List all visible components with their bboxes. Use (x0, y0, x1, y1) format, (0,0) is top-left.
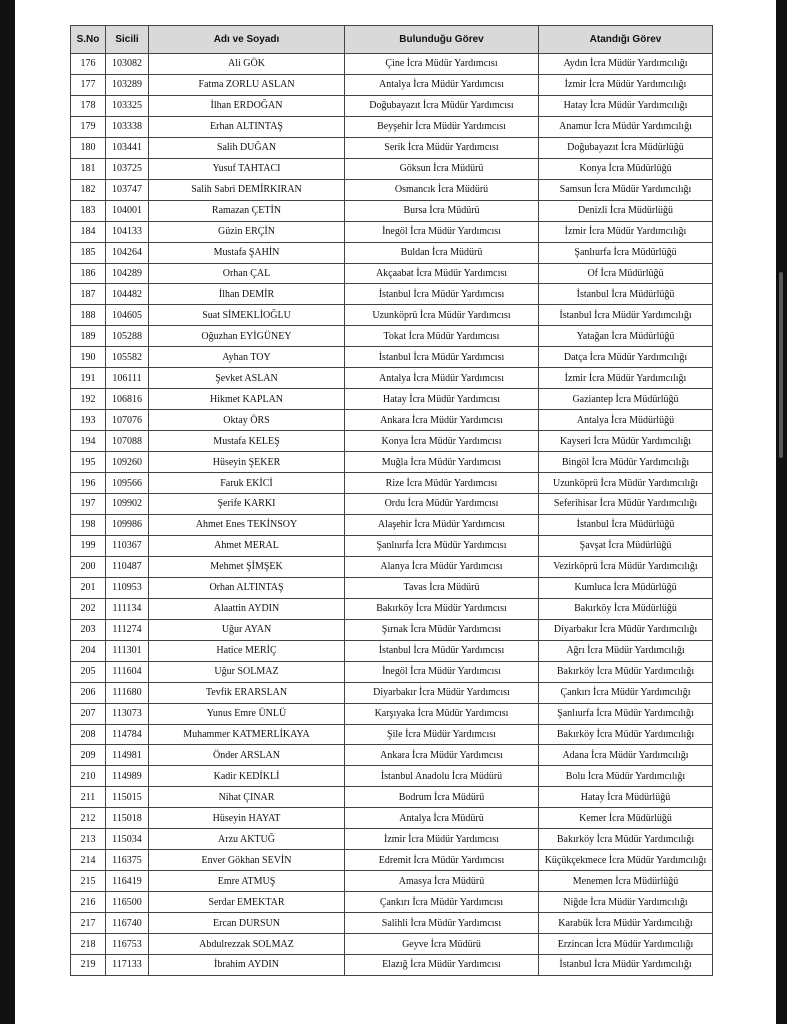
cell-name: İlhan ERDOĞAN (149, 95, 345, 116)
cell-name: Yusuf TAHTACI (149, 158, 345, 179)
cell-sicil: 104605 (106, 305, 149, 326)
cell-name: İlhan DEMİR (149, 284, 345, 305)
cell-current-position: Alanya İcra Müdür Yardımcısı (345, 556, 539, 577)
cell-sno: 209 (71, 745, 106, 766)
cell-assigned-position: Adana İcra Müdür Yardımcılığı (539, 745, 713, 766)
cell-name: Ahmet MERAL (149, 535, 345, 556)
cell-assigned-position: Samsun İcra Müdür Yardımcılığı (539, 179, 713, 200)
cell-sicil: 114989 (106, 766, 149, 787)
cell-sno: 201 (71, 577, 106, 598)
cell-sicil: 105288 (106, 326, 149, 347)
cell-current-position: Uzunköprü İcra Müdür Yardımcısı (345, 305, 539, 326)
header-sicil: Sicili (106, 26, 149, 54)
cell-current-position: Konya İcra Müdür Yardımcısı (345, 431, 539, 452)
table-row (71, 473, 713, 494)
cell-sno: 216 (71, 892, 106, 913)
cell-sicil: 109902 (106, 494, 149, 515)
cell-name: Hüseyin ŞEKER (149, 452, 345, 473)
cell-current-position: Çankırı İcra Müdür Yardımcısı (345, 892, 539, 913)
header-assigned-position: Atandığı Görev (539, 26, 713, 54)
cell-current-position: Antalya İcra Müdür Yardımcısı (345, 74, 539, 95)
cell-assigned-position: İzmir İcra Müdür Yardımcılığı (539, 74, 713, 95)
cell-current-position: Hatay İcra Müdür Yardımcısı (345, 389, 539, 410)
table-row (71, 305, 713, 326)
cell-sno: 218 (71, 934, 106, 955)
cell-sno: 204 (71, 640, 106, 661)
cell-sno: 207 (71, 703, 106, 724)
cell-current-position: İstanbul İcra Müdür Yardımcısı (345, 347, 539, 368)
table-row (71, 368, 713, 389)
cell-assigned-position: Bingöl İcra Müdür Yardımcılığı (539, 452, 713, 473)
cell-current-position: Doğubayazıt İcra Müdür Yardımcısı (345, 95, 539, 116)
cell-sicil: 115015 (106, 787, 149, 808)
cell-current-position: Salihli İcra Müdür Yardımcısı (345, 913, 539, 934)
cell-assigned-position: Küçükçekmece İcra Müdür Yardımcılığı (539, 850, 713, 871)
cell-sno: 185 (71, 242, 106, 263)
cell-assigned-position: Şanlıurfa İcra Müdürlüğü (539, 242, 713, 263)
cell-sicil: 114784 (106, 724, 149, 745)
cell-sicil: 104001 (106, 200, 149, 221)
cell-name: Ahmet Enes TEKİNSOY (149, 514, 345, 535)
cell-name: Arzu AKTUĞ (149, 829, 345, 850)
cell-name: Uğur AYAN (149, 619, 345, 640)
header-current-position: Bulunduğu Görev (345, 26, 539, 54)
cell-assigned-position: Uzunköprü İcra Müdür Yardımcılığı (539, 473, 713, 494)
cell-sicil: 116740 (106, 913, 149, 934)
cell-sicil: 111301 (106, 640, 149, 661)
cell-assigned-position: Vezirköprü İcra Müdür Yardımcılığı (539, 556, 713, 577)
cell-sicil: 116753 (106, 934, 149, 955)
cell-current-position: Şanlıurfa İcra Müdür Yardımcısı (345, 535, 539, 556)
cell-sicil: 107076 (106, 410, 149, 431)
table-row (71, 829, 713, 850)
cell-current-position: İnegöl İcra Müdür Yardımcısı (345, 221, 539, 242)
cell-assigned-position: Seferihisar İcra Müdür Yardımcılığı (539, 494, 713, 515)
cell-sno: 184 (71, 221, 106, 242)
cell-name: Orhan ÇAL (149, 263, 345, 284)
table-row (71, 242, 713, 263)
cell-sno: 188 (71, 305, 106, 326)
cell-sno: 186 (71, 263, 106, 284)
cell-sno: 212 (71, 808, 106, 829)
cell-sno: 190 (71, 347, 106, 368)
cell-sicil: 106111 (106, 368, 149, 389)
cell-assigned-position: İstanbul İcra Müdür Yardımcılığı (539, 954, 713, 975)
cell-name: Orhan ALTINTAŞ (149, 577, 345, 598)
cell-sicil: 114981 (106, 745, 149, 766)
table-row (71, 892, 713, 913)
cell-sno: 187 (71, 284, 106, 305)
cell-sno: 219 (71, 954, 106, 975)
cell-sno: 195 (71, 452, 106, 473)
cell-assigned-position: Bakırköy İcra Müdür Yardımcılığı (539, 724, 713, 745)
cell-assigned-position: Denizli İcra Müdürlüğü (539, 200, 713, 221)
cell-current-position: Bakırköy İcra Müdür Yardımcısı (345, 598, 539, 619)
cell-sno: 176 (71, 54, 106, 75)
cell-assigned-position: Antalya İcra Müdürlüğü (539, 410, 713, 431)
header-sno: S.No (71, 26, 106, 54)
cell-sno: 194 (71, 431, 106, 452)
table-row (71, 95, 713, 116)
cell-sicil: 103325 (106, 95, 149, 116)
cell-current-position: Serik İcra Müdür Yardımcısı (345, 137, 539, 158)
cell-sno: 214 (71, 850, 106, 871)
cell-sicil: 104133 (106, 221, 149, 242)
table-row (71, 724, 713, 745)
cell-name: Kadir KEDİKLİ (149, 766, 345, 787)
cell-sicil: 109566 (106, 473, 149, 494)
cell-sicil: 117133 (106, 954, 149, 975)
cell-sicil: 115034 (106, 829, 149, 850)
cell-current-position: Karşıyaka İcra Müdür Yardımcısı (345, 703, 539, 724)
cell-sicil: 110487 (106, 556, 149, 577)
cell-sno: 210 (71, 766, 106, 787)
cell-current-position: Alaşehir İcra Müdür Yardımcısı (345, 514, 539, 535)
table-row (71, 431, 713, 452)
cell-sicil: 104289 (106, 263, 149, 284)
table-row (71, 787, 713, 808)
cell-assigned-position: Çankırı İcra Müdür Yardımcılığı (539, 682, 713, 703)
cell-assigned-position: Gaziantep İcra Müdürlüğü (539, 389, 713, 410)
cell-assigned-position: Bolu İcra Müdür Yardımcılığı (539, 766, 713, 787)
cell-current-position: Geyve İcra Müdürü (345, 934, 539, 955)
table-row (71, 598, 713, 619)
cell-assigned-position: Datça İcra Müdür Yardımcılığı (539, 347, 713, 368)
cell-current-position: Akçaabat İcra Müdür Yardımcısı (345, 263, 539, 284)
cell-assigned-position: Hatay İcra Müdür Yardımcılığı (539, 95, 713, 116)
cell-sno: 215 (71, 871, 106, 892)
cell-assigned-position: Kayseri İcra Müdür Yardımcılığı (539, 431, 713, 452)
cell-current-position: İzmir İcra Müdür Yardımcısı (345, 829, 539, 850)
cell-assigned-position: Diyarbakır İcra Müdür Yardımcılığı (539, 619, 713, 640)
cell-current-position: Muğla İcra Müdür Yardımcısı (345, 452, 539, 473)
cell-assigned-position: Anamur İcra Müdür Yardımcılığı (539, 116, 713, 137)
cell-name: İbrahim AYDIN (149, 954, 345, 975)
table-row (71, 389, 713, 410)
cell-sicil: 105582 (106, 347, 149, 368)
cell-name: Ali GÖK (149, 54, 345, 75)
cell-sicil: 106816 (106, 389, 149, 410)
table-row (71, 766, 713, 787)
cell-sicil: 110953 (106, 577, 149, 598)
cell-assigned-position: İstanbul İcra Müdürlüğü (539, 284, 713, 305)
table-row (71, 871, 713, 892)
table-row (71, 934, 713, 955)
table-row (71, 179, 713, 200)
table-row (71, 284, 713, 305)
cell-current-position: İstanbul Anadolu İcra Müdürü (345, 766, 539, 787)
cell-sicil: 104482 (106, 284, 149, 305)
cell-name: Güzin ERÇİN (149, 221, 345, 242)
cell-assigned-position: Erzincan İcra Müdür Yardımcılığı (539, 934, 713, 955)
cell-current-position: Amasya İcra Müdürü (345, 871, 539, 892)
cell-assigned-position: Aydın İcra Müdür Yardımcılığı (539, 54, 713, 75)
table-row (71, 808, 713, 829)
table-row (71, 703, 713, 724)
cell-sicil: 111134 (106, 598, 149, 619)
cell-sicil: 103338 (106, 116, 149, 137)
cell-assigned-position: Kemer İcra Müdürlüğü (539, 808, 713, 829)
table-row (71, 347, 713, 368)
cell-current-position: Beyşehir İcra Müdür Yardımcısı (345, 116, 539, 137)
cell-current-position: Tokat İcra Müdür Yardımcısı (345, 326, 539, 347)
cell-name: Nihat ÇINAR (149, 787, 345, 808)
cell-sicil: 116500 (106, 892, 149, 913)
cell-sicil: 109260 (106, 452, 149, 473)
cell-sno: 189 (71, 326, 106, 347)
cell-current-position: Diyarbakır İcra Müdür Yardımcısı (345, 682, 539, 703)
cell-current-position: Bursa İcra Müdürü (345, 200, 539, 221)
cell-name: Faruk EKİCİ (149, 473, 345, 494)
table-body (71, 54, 713, 976)
cell-sicil: 111274 (106, 619, 149, 640)
cell-sno: 178 (71, 95, 106, 116)
cell-name: Abdulrezzak SOLMAZ (149, 934, 345, 955)
cell-name: Salih DUĞAN (149, 137, 345, 158)
cell-assigned-position: Şanlıurfa İcra Müdür Yardımcılığı (539, 703, 713, 724)
table-row (71, 116, 713, 137)
cell-assigned-position: Bakırköy İcra Müdür Yardımcılığı (539, 661, 713, 682)
table-row (71, 494, 713, 515)
cell-name: Mustafa KELEŞ (149, 431, 345, 452)
cell-name: Suat SİMEKLİOĞLU (149, 305, 345, 326)
cell-name: Enver Gökhan SEVİN (149, 850, 345, 871)
cell-sicil: 111680 (106, 682, 149, 703)
cell-name: Ramazan ÇETİN (149, 200, 345, 221)
cell-sno: 203 (71, 619, 106, 640)
cell-assigned-position: Hatay İcra Müdürlüğü (539, 787, 713, 808)
cell-assigned-position: Yatağan İcra Müdürlüğü (539, 326, 713, 347)
table-row (71, 452, 713, 473)
cell-assigned-position: İstanbul İcra Müdür Yardımcılığı (539, 305, 713, 326)
cell-sno: 183 (71, 200, 106, 221)
table-row (71, 514, 713, 535)
cell-name: Hüseyin HAYAT (149, 808, 345, 829)
cell-current-position: İnegöl İcra Müdür Yardımcısı (345, 661, 539, 682)
cell-name: Uğur SOLMAZ (149, 661, 345, 682)
cell-current-position: Ordu İcra Müdür Yardımcısı (345, 494, 539, 515)
cell-sicil: 110367 (106, 535, 149, 556)
cell-sno: 200 (71, 556, 106, 577)
cell-sno: 206 (71, 682, 106, 703)
cell-sno: 211 (71, 787, 106, 808)
cell-sno: 193 (71, 410, 106, 431)
cell-name: Hatice MERİÇ (149, 640, 345, 661)
cell-name: Serdar EMEKTAR (149, 892, 345, 913)
table-row (71, 326, 713, 347)
table-row (71, 954, 713, 975)
table-row (71, 200, 713, 221)
table-row (71, 54, 713, 75)
cell-sicil: 109986 (106, 514, 149, 535)
header-name: Adı ve Soyadı (149, 26, 345, 54)
cell-sno: 177 (71, 74, 106, 95)
table-row (71, 640, 713, 661)
cell-name: Emre ATMUŞ (149, 871, 345, 892)
scrollbar[interactable] (776, 0, 787, 1024)
cell-assigned-position: Konya İcra Müdürlüğü (539, 158, 713, 179)
table-row (71, 74, 713, 95)
cell-sno: 199 (71, 535, 106, 556)
table-row (71, 535, 713, 556)
table-row (71, 410, 713, 431)
cell-current-position: Antalya İcra Müdürü (345, 808, 539, 829)
cell-current-position: Göksun İcra Müdürü (345, 158, 539, 179)
cell-assigned-position: Bakırköy İcra Müdürlüğü (539, 598, 713, 619)
cell-name: Ercan DURSUN (149, 913, 345, 934)
cell-sno: 182 (71, 179, 106, 200)
cell-current-position: Elazığ İcra Müdür Yardımcısı (345, 954, 539, 975)
cell-sicil: 113073 (106, 703, 149, 724)
scrollbar-thumb[interactable] (779, 272, 783, 458)
cell-assigned-position: İzmir İcra Müdür Yardımcılığı (539, 368, 713, 389)
cell-sno: 196 (71, 473, 106, 494)
cell-current-position: Ankara İcra Müdür Yardımcısı (345, 745, 539, 766)
cell-current-position: Edremit İcra Müdür Yardımcısı (345, 850, 539, 871)
cell-name: Şerife KARKI (149, 494, 345, 515)
cell-sno: 191 (71, 368, 106, 389)
cell-current-position: Rize İcra Müdür Yardımcısı (345, 473, 539, 494)
document-page (15, 0, 776, 1024)
cell-assigned-position: Menemen İcra Müdürlüğü (539, 871, 713, 892)
cell-assigned-position: Şavşat İcra Müdürlüğü (539, 535, 713, 556)
table-row (71, 619, 713, 640)
cell-assigned-position: Bakırköy İcra Müdür Yardımcılığı (539, 829, 713, 850)
cell-sno: 198 (71, 514, 106, 535)
cell-name: Oktay ÖRS (149, 410, 345, 431)
cell-name: Hikmet KAPLAN (149, 389, 345, 410)
cell-name: Oğuzhan EYİGÜNEY (149, 326, 345, 347)
cell-current-position: Çine İcra Müdür Yardımcısı (345, 54, 539, 75)
cell-sno: 217 (71, 913, 106, 934)
cell-current-position: Şırnak İcra Müdür Yardımcısı (345, 619, 539, 640)
cell-assigned-position: Karabük İcra Müdür Yardımcılığı (539, 913, 713, 934)
table-row (71, 158, 713, 179)
cell-sno: 180 (71, 137, 106, 158)
cell-current-position: İstanbul İcra Müdür Yardımcısı (345, 640, 539, 661)
cell-sno: 213 (71, 829, 106, 850)
cell-sno: 192 (71, 389, 106, 410)
cell-assigned-position: İstanbul İcra Müdürlüğü (539, 514, 713, 535)
cell-sicil: 104264 (106, 242, 149, 263)
cell-sicil: 103441 (106, 137, 149, 158)
cell-name: Erhan ALTINTAŞ (149, 116, 345, 137)
cell-sicil: 115018 (106, 808, 149, 829)
cell-current-position: Bodrum İcra Müdürü (345, 787, 539, 808)
table-header-row (71, 26, 713, 54)
cell-sicil: 111604 (106, 661, 149, 682)
cell-sicil: 103082 (106, 54, 149, 75)
table-row (71, 577, 713, 598)
cell-name: Yunus Emre ÜNLÜ (149, 703, 345, 724)
table-row (71, 556, 713, 577)
cell-sno: 179 (71, 116, 106, 137)
appointment-table (70, 25, 713, 976)
cell-sno: 205 (71, 661, 106, 682)
cell-sicil: 107088 (106, 431, 149, 452)
table-row (71, 263, 713, 284)
table-row (71, 682, 713, 703)
table-row (71, 137, 713, 158)
cell-assigned-position: Doğubayazıt İcra Müdürlüğü (539, 137, 713, 158)
cell-assigned-position: Of İcra Müdürlüğü (539, 263, 713, 284)
cell-current-position: Osmancık İcra Müdürü (345, 179, 539, 200)
cell-name: Şevket ASLAN (149, 368, 345, 389)
cell-name: Alaattin AYDIN (149, 598, 345, 619)
cell-current-position: Buldan İcra Müdürü (345, 242, 539, 263)
cell-current-position: Şile İcra Müdür Yardımcısı (345, 724, 539, 745)
cell-sno: 181 (71, 158, 106, 179)
cell-sno: 208 (71, 724, 106, 745)
cell-name: Önder ARSLAN (149, 745, 345, 766)
cell-name: Mustafa ŞAHİN (149, 242, 345, 263)
cell-sicil: 103725 (106, 158, 149, 179)
cell-current-position: Antalya İcra Müdür Yardımcısı (345, 368, 539, 389)
table-row (71, 661, 713, 682)
table-row (71, 850, 713, 871)
cell-assigned-position: İzmir İcra Müdür Yardımcılığı (539, 221, 713, 242)
cell-name: Mehmet ŞİMŞEK (149, 556, 345, 577)
table-row (71, 913, 713, 934)
cell-assigned-position: Kumluca İcra Müdürlüğü (539, 577, 713, 598)
table-row (71, 221, 713, 242)
cell-sicil: 103289 (106, 74, 149, 95)
cell-current-position: İstanbul İcra Müdür Yardımcısı (345, 284, 539, 305)
cell-sno: 202 (71, 598, 106, 619)
cell-current-position: Tavas İcra Müdürü (345, 577, 539, 598)
cell-sicil: 116375 (106, 850, 149, 871)
cell-sicil: 103747 (106, 179, 149, 200)
cell-assigned-position: Ağrı İcra Müdür Yardımcılığı (539, 640, 713, 661)
cell-name: Muhammer KATMERLİKAYA (149, 724, 345, 745)
cell-name: Tevfik ERARSLAN (149, 682, 345, 703)
cell-assigned-position: Niğde İcra Müdür Yardımcılığı (539, 892, 713, 913)
table-row (71, 745, 713, 766)
cell-name: Fatma ZORLU ASLAN (149, 74, 345, 95)
cell-name: Ayhan TOY (149, 347, 345, 368)
cell-sicil: 116419 (106, 871, 149, 892)
cell-current-position: Ankara İcra Müdür Yardımcısı (345, 410, 539, 431)
cell-name: Salih Sabri DEMİRKIRAN (149, 179, 345, 200)
cell-sno: 197 (71, 494, 106, 515)
